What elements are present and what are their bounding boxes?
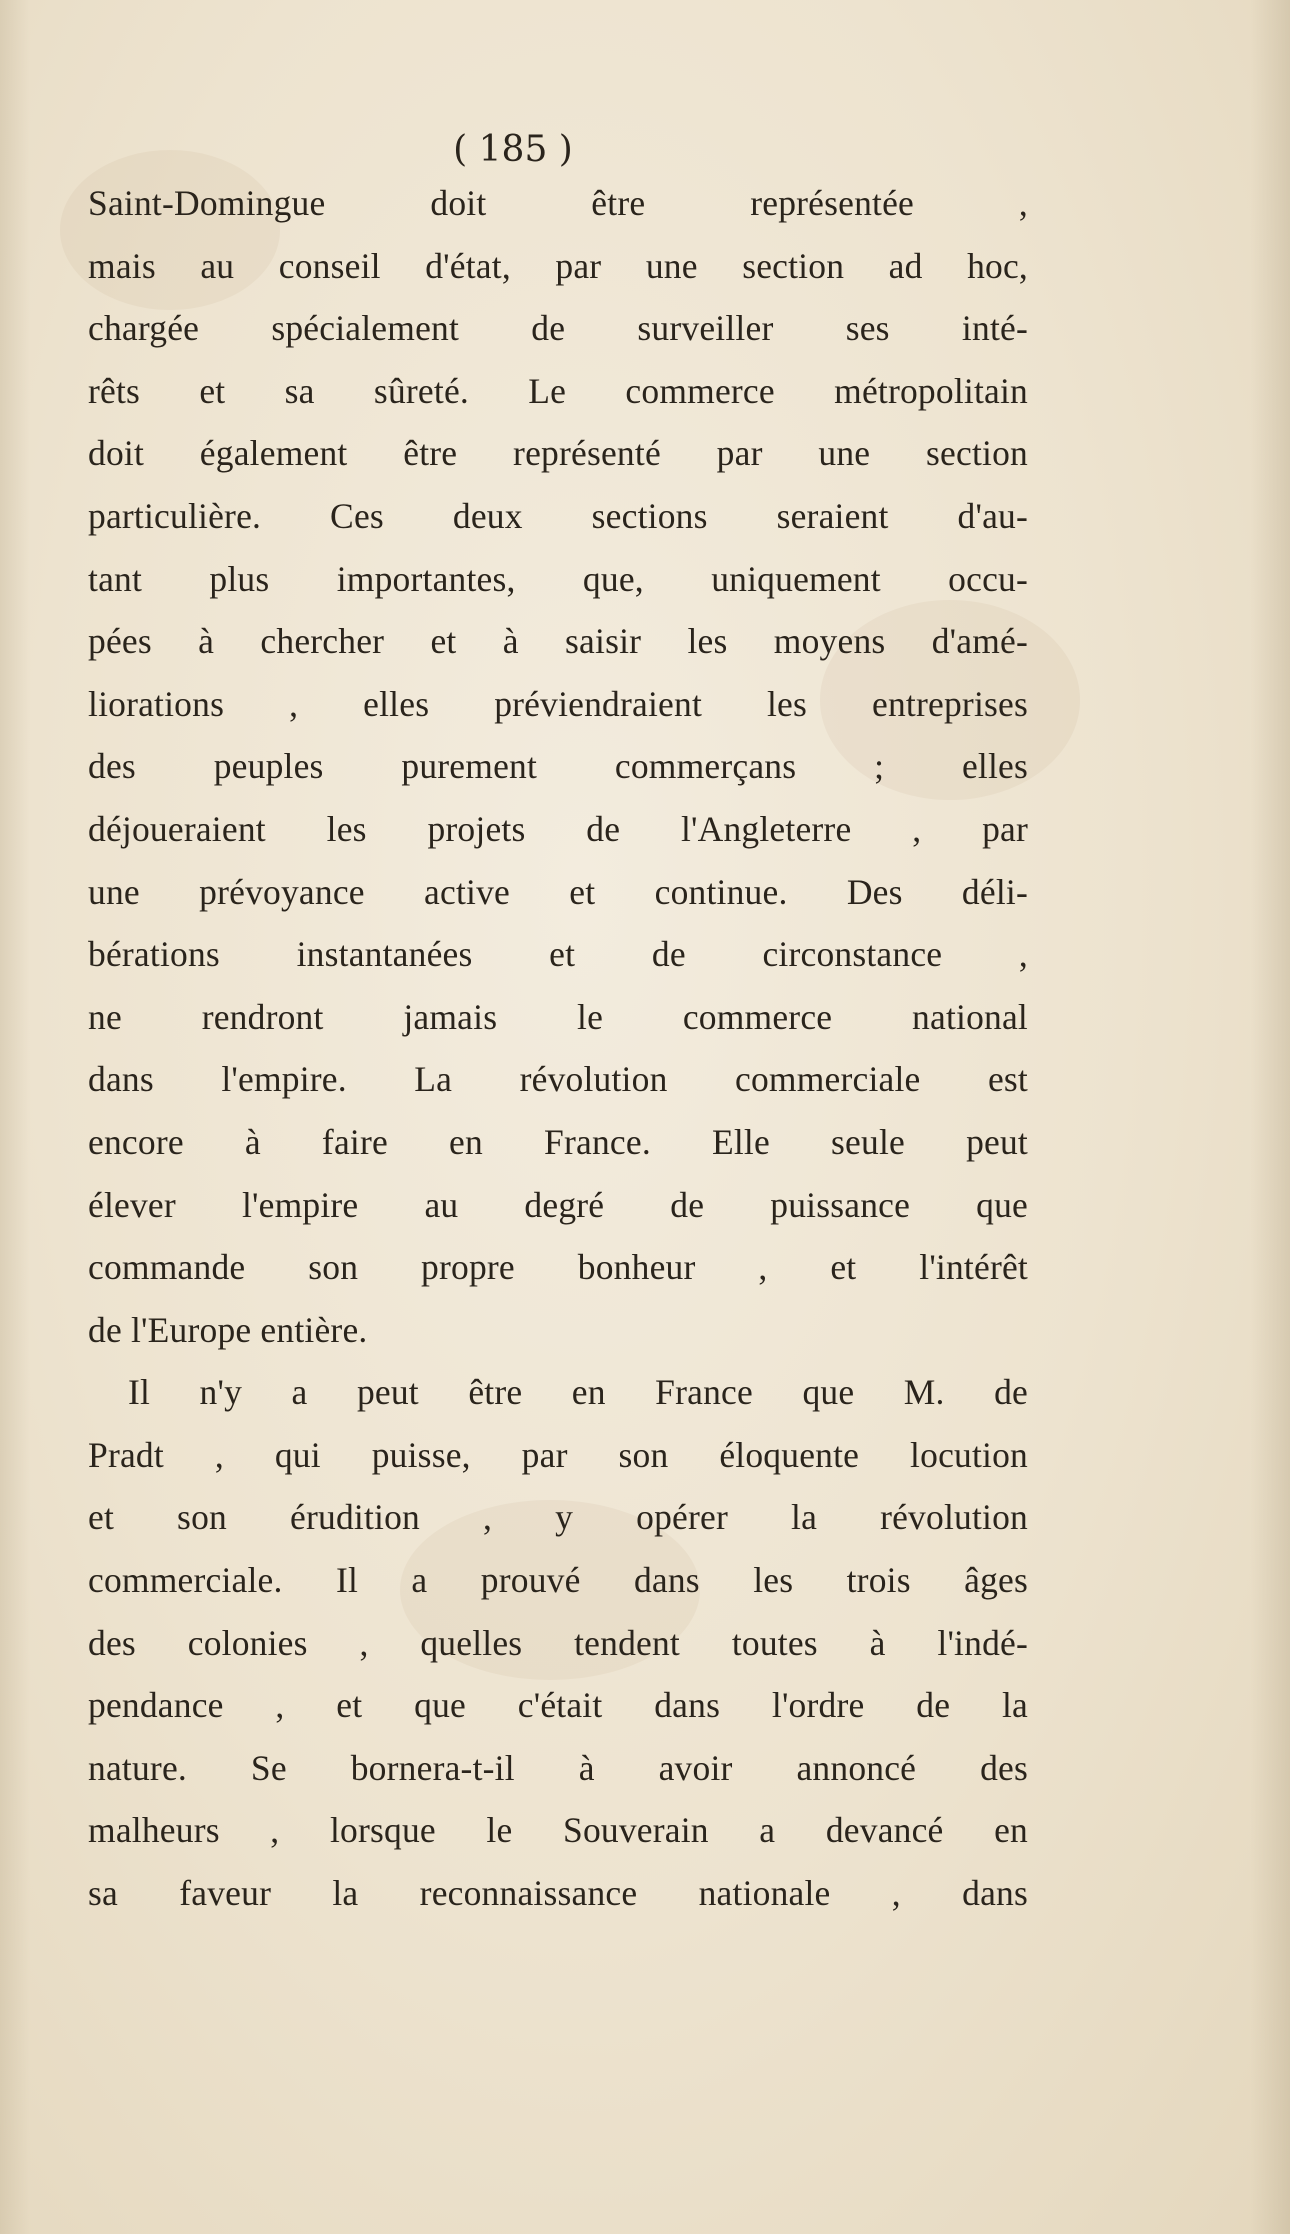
- text-line: doit également être représenté par une section: [88, 433, 1028, 474]
- text-line: bérations instantanées et de circonstance ,: [88, 934, 1028, 975]
- text-line: mais au conseil d'état, par une section ad hoc,: [88, 245, 1028, 286]
- text-line: dans l'empire. La révolution commerciale est: [88, 1059, 1028, 1100]
- text-line: malheurs , lorsque le Souverain a devancé en: [88, 1810, 1028, 1851]
- text-line: liorations , elles préviendraient les entreprises: [88, 683, 1028, 724]
- text-line: déjoueraient les projets de l'Angleterre , par: [88, 808, 1028, 849]
- text-line: pendance , et que c'était dans l'ordre de la: [88, 1685, 1028, 1726]
- text-line: chargée spécialement de surveiller ses inté-: [88, 308, 1028, 349]
- text-line: ne rendront jamais le commerce national: [88, 996, 1028, 1037]
- text-line: des colonies , quelles tendent toutes à l'indé-: [88, 1622, 1028, 1663]
- text-line: une prévoyance active et continue. Des déli-: [88, 871, 1028, 912]
- text-line: des peuples purement commerçans ; elles: [88, 746, 1028, 787]
- page-text-block: [88, 128, 1028, 1925]
- text-line: pées à chercher et à saisir les moyens d'amé-: [88, 621, 1028, 662]
- page-left-edge-shadow: [0, 0, 30, 2234]
- text-line: élever l'empire au degré de puissance que: [88, 1184, 1028, 1225]
- text-line: Pradt , qui puisse, par son éloquente locution: [88, 1434, 1028, 1475]
- page-number: ( 185 ): [453, 129, 573, 170]
- text-line: encore à faire en France. Elle seule peut: [88, 1121, 1028, 1162]
- text-line: et son érudition , y opérer la révolution: [88, 1497, 1028, 1538]
- text-line: Saint-Domingue doit être représentée ,: [88, 183, 1028, 223]
- text-line: particulière. Ces deux sections seraient d'au-: [88, 495, 1028, 536]
- text-line: de l'Europe entière.: [88, 1309, 368, 1350]
- page-right-edge-shadow: [1250, 0, 1290, 2234]
- text-line: Il n'y a peut être en France que M. de: [128, 1372, 1028, 1413]
- text-line: commande son propre bonheur , et l'intérêt: [88, 1247, 1028, 1288]
- text-line: nature. Se bornera-t-il à avoir annoncé des: [88, 1747, 1028, 1788]
- text-line: commerciale. Il a prouvé dans les trois âges: [88, 1560, 1028, 1601]
- text-line: sa faveur la reconnaissance nationale , dans: [88, 1873, 1028, 1914]
- text-line: rêts et sa sûreté. Le commerce métropolitain: [88, 370, 1028, 411]
- text-line: tant plus importantes, que, uniquement occu-: [88, 558, 1028, 599]
